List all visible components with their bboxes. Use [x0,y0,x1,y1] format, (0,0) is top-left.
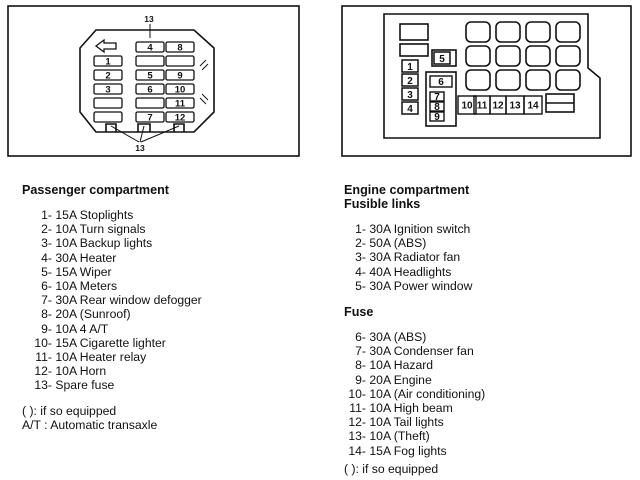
item-description: 10A (Theft) [369,429,430,444]
passenger-fuse-slot [136,70,164,82]
callout-label-top: 13 [144,14,154,24]
item-description: 10A Horn [55,364,107,379]
item-number: 11- [35,349,52,364]
relay-socket [556,22,580,42]
item-number: 1- [41,208,52,222]
relay-socket [556,70,580,90]
fuse-slot-number: 8 [177,42,183,54]
list-item [344,415,485,429]
passenger-fuse-slot [136,98,164,108]
item-description: 10A 4 A/T [55,321,109,336]
relay-socket [526,70,550,90]
list-item [344,429,485,443]
list-item [344,222,472,236]
callout-lines-bottom [111,126,179,142]
item-number: 9- [41,321,52,336]
passenger-fuse-slot [94,56,122,68]
passenger-fuse-slot [136,112,164,124]
item-description: 10A Turn signals [55,222,146,237]
list-item [22,350,202,364]
item-number: 8- [355,358,366,373]
item-number: 9- [355,372,366,387]
item-description: 10A Heater relay [55,349,147,364]
list-item [344,387,485,401]
item-description: Spare fuse [55,378,115,393]
arrow-left-icon [96,40,116,52]
list-item [22,251,202,265]
list-item [22,222,202,236]
item-number: 4- [41,250,52,265]
list-item [22,279,202,293]
item-number: 1- [355,222,366,236]
passenger-title: Passenger compartment [22,183,169,197]
engine-fuse-number: 9 [434,112,440,124]
item-number: 10- [348,386,366,401]
fuse-slot-outline [136,56,164,66]
fuse-slot-outline [136,98,164,108]
engine-relay-grid [466,22,580,90]
fusible-link-number: 2 [407,76,413,87]
item-description: 10A High beam [369,400,453,415]
passenger-fuse-slot [136,56,164,66]
list-item [344,250,472,264]
fuse-slot-outline [94,98,122,108]
list-item [344,236,472,250]
item-number: 5- [41,264,52,279]
item-number: 7- [355,344,366,359]
fuse-slot-number: 5 [147,70,153,82]
relay-socket [556,46,580,66]
list-item [22,208,202,222]
engine-note-if-equipped: ( ): if so equipped [344,462,439,476]
relay-socket [496,70,520,90]
list-item [344,373,485,387]
engine-fuse-number: 8 [434,102,440,114]
fusible-link-number: 5 [439,54,445,65]
passenger-fuse-slot [166,98,194,110]
passenger-fuse-list [22,208,202,392]
relay-socket [526,46,550,66]
item-number: 3- [355,250,366,265]
passenger-fuse-slot [166,70,194,82]
item-description: 40A Headlights [369,264,452,279]
item-description: 30A Rear window defogger [55,293,202,308]
item-number: 8- [41,307,52,322]
engine-fuse-number: 11 [476,100,488,112]
passenger-fuse-slot [94,98,122,108]
item-number: 13- [34,378,52,393]
item-number: 4- [355,264,366,279]
passenger-fuse-slot [166,84,194,96]
relay-socket [466,22,490,42]
engine-fuse-list [344,330,485,458]
fusible-link-list [344,222,472,293]
note-automatic-transaxle: A/T : Automatic transaxle [22,418,158,433]
item-description: 30A Condenser fan [369,344,474,359]
fusible-links-title: Fusible links [344,197,421,211]
corner-hash-marks [200,60,208,104]
item-number: 11- [349,400,366,415]
relay-socket [466,46,490,66]
fuse-slot-number: 2 [105,70,111,82]
list-item [344,279,472,293]
item-description: 15A Stoplights [55,208,134,222]
item-number: 12- [348,415,366,430]
engine-title: Engine compartment [344,183,470,197]
item-description: 30A Power window [369,278,473,293]
item-description: 15A Wiper [55,264,112,279]
list-item [22,364,202,378]
note-if-equipped: ( ): if so equipped [22,404,117,418]
item-number: 3- [41,236,52,251]
list-item [22,293,202,307]
relay-socket [496,22,520,42]
fuse-slot-number: 3 [105,84,111,96]
list-item [344,265,472,279]
engine-fuse-number: 13 [509,100,521,112]
relay-socket [496,46,520,66]
item-number: 7- [41,293,52,308]
fuse-slot-number: 6 [147,84,153,96]
fusible-link-number: 1 [407,62,413,73]
fuse-slot-number: 4 [147,42,153,54]
passenger-fuse-grid [94,42,194,124]
callout-label-bottom: 13 [135,143,145,153]
passenger-fuse-slot [94,84,122,96]
item-number: 2- [41,222,52,237]
fusible-link-number: 4 [407,104,413,115]
fusible-link-number: 3 [407,90,413,101]
passenger-fuse-slot [136,42,164,54]
engine-fuse-number: 10 [461,100,473,112]
fuse-slot-number: 1 [105,56,111,68]
list-item [344,358,485,372]
relay-block-top [400,24,428,40]
passenger-fuse-slot [166,42,194,54]
list-item [22,307,202,321]
passenger-panel-frame [8,6,299,156]
item-description: 10A (Air conditioning) [369,386,486,401]
item-number: 6- [41,278,52,293]
passenger-fuse-slot [94,112,122,122]
relay-block-lower [400,44,428,56]
list-item [344,401,485,415]
list-item [22,378,202,392]
item-number: 13- [348,429,366,444]
item-number: 5- [355,278,366,293]
list-item [22,236,202,250]
fuse-slot-outline [166,56,194,66]
engine-fuse-number: 12 [492,100,504,112]
list-item [344,444,485,458]
item-description: 20A (Sunroof) [55,307,131,322]
passenger-fuse-slot [94,70,122,82]
item-description: 10A Hazard [369,358,434,373]
fuse-slot-number: 12 [174,112,186,124]
fuse-slot-number: 11 [174,98,186,110]
fuse-slot-number: 7 [147,112,153,124]
fuse-slot-number: 9 [177,70,183,82]
fuse-title: Fuse [344,305,374,319]
engine-fuse-number: 7 [434,92,440,104]
item-description: 30A Ignition switch [369,222,471,236]
list-item [344,344,485,358]
item-number: 12- [34,364,52,379]
item-description: 50A (ABS) [369,236,427,251]
list-item [22,322,202,336]
list-item [22,336,202,350]
fuse-slot-outline [94,112,122,122]
item-number: 6- [355,330,366,344]
item-description: 30A Radiator fan [369,250,461,265]
fuse-slot-number: 10 [174,84,186,96]
item-description: 15A Cigarette lighter [55,335,166,350]
engine-fuse-number: 6 [438,77,444,89]
item-description: 10A Tail lights [369,415,444,430]
list-item [344,330,485,344]
engine-fuse-box [342,6,631,156]
passenger-notes [22,404,157,433]
item-description: 10A Meters [55,278,118,293]
item-description: 20A Engine [369,372,432,387]
list-item [22,265,202,279]
item-number: 2- [355,236,366,251]
passenger-fuse-slot [166,112,194,124]
item-description: 10A Backup lights [55,236,153,251]
passenger-fuse-box [8,6,299,156]
passenger-fuse-slot [166,56,194,66]
engine-fuse-number: 14 [527,100,539,112]
passenger-fuse-slot [136,84,164,96]
item-description: 30A (ABS) [369,330,427,344]
relay-socket [466,70,490,90]
item-description: 15A Fog lights [369,443,447,458]
item-number: 14- [348,443,366,458]
relay-socket [526,22,550,42]
engine-block-outline [384,14,600,138]
item-description: 30A Heater [55,250,117,265]
item-number: 10- [34,335,52,350]
